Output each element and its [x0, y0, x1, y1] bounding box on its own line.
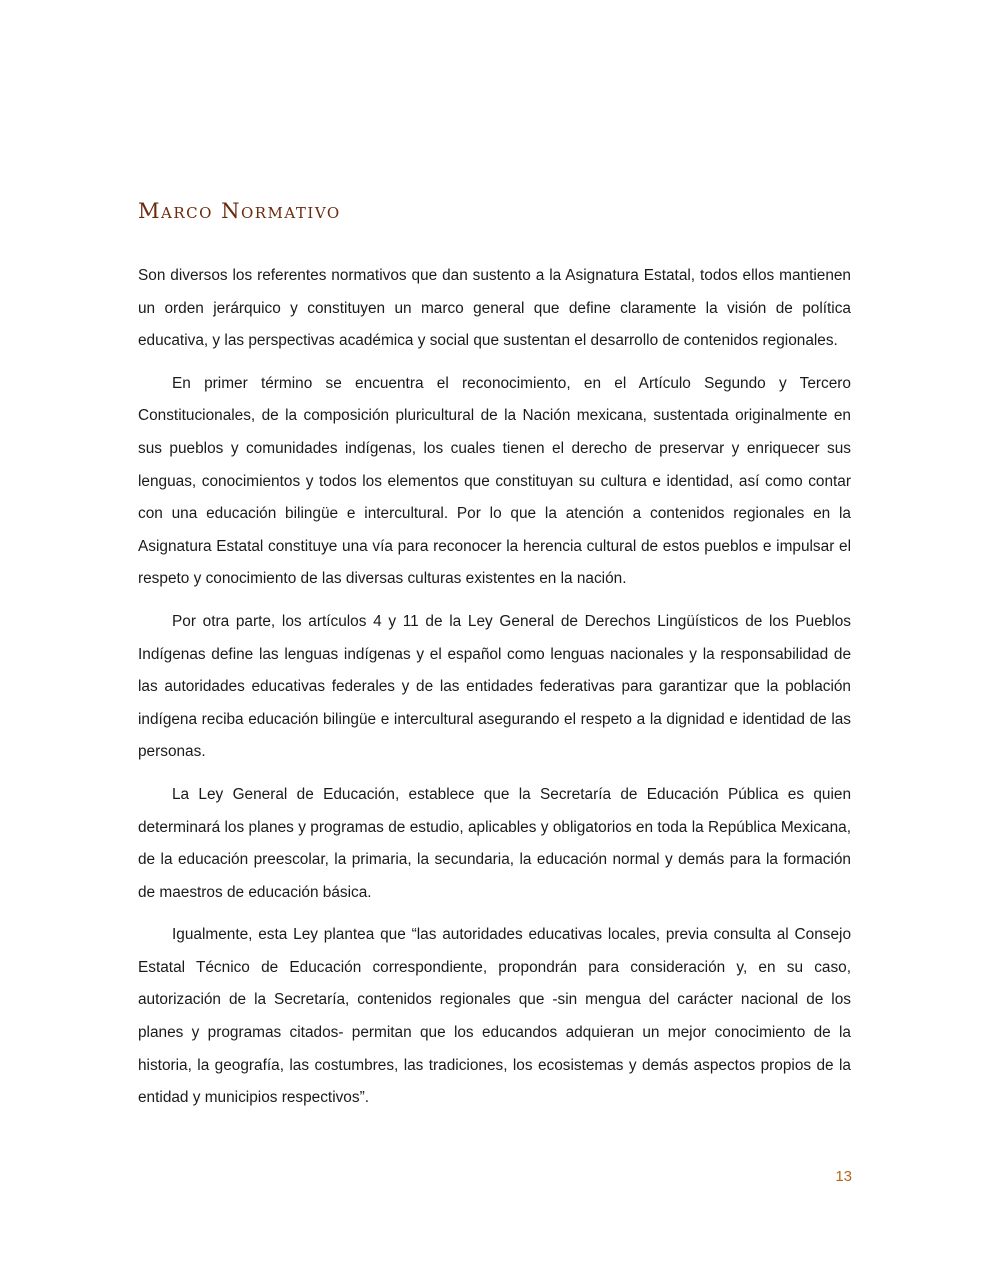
section-title: Marco Normativo [138, 199, 341, 223]
page-number: 13 [835, 1168, 852, 1185]
body-text [138, 260, 851, 1125]
paragraph-2: En primer término se encuentra el reconocimiento, en el Artículo Segundo y Tercero Constitucionales, de la composición pluricultural de la Nación mexicana, sustentada originalmente en sus pueblos y comunidades indígenas, los cuales tienen el derecho de preservar y enriquecer sus lenguas, conocimientos y todos los elementos que constituyan su cultura e identidad, así como contar con una educación bilingüe e intercultural. Por lo que la atención a contenidos regionales en la Asignatura Estatal constituye una vía para reconocer la herencia cultural de estos pueblos e impulsar el respeto y conocimiento de las diversas culturas existentes en la nación. [138, 374, 851, 588]
paragraph-5: Igualmente, esta Ley plantea que “las autoridades educativas locales, previa consulta al Consejo Estatal Técnico de Educación correspondiente, propondrán para consideración y, en su caso, autorización de la Secretaría, contenidos regionales que -sin mengua del carácter nacional de los planes y programas citados- permitan que los educandos adquieran un mejor conocimiento de la historia, la geografía, las costumbres, las tradiciones, los ecosistemas y demás aspectos propios de la entidad y municipios respectivos”. [138, 926, 851, 1107]
paragraph-1: Son diversos los referentes normativos que dan sustento a la Asignatura Estatal, todos ellos mantienen un orden jerárquico y constituyen un marco general que define claramente la visión de política educativa, y las perspectivas académica y social que sustentan el desarrollo de contenidos regionales. [138, 267, 851, 350]
paragraph-4: La Ley General de Educación, establece que la Secretaría de Educación Pública es quien determinará los planes y programas de estudio, aplicables y obligatorios en toda la República Mexicana, de la educación preescolar, la primaria, la secundaria, la educación normal y demás para la formación de maestros de educación básica. [138, 785, 851, 901]
paragraph-3: Por otra parte, los artículos 4 y 11 de la Ley General de Derechos Lingüísticos de los Pueblos Indígenas define las lenguas indígenas y el español como lenguas nacionales y la responsabilidad de las autoridades educativas federales y de las entidades federativas para garantizar que la población indígena reciba educación bilingüe e intercultural asegurando el respeto a la dignidad e identidad de las personas. [138, 612, 851, 761]
